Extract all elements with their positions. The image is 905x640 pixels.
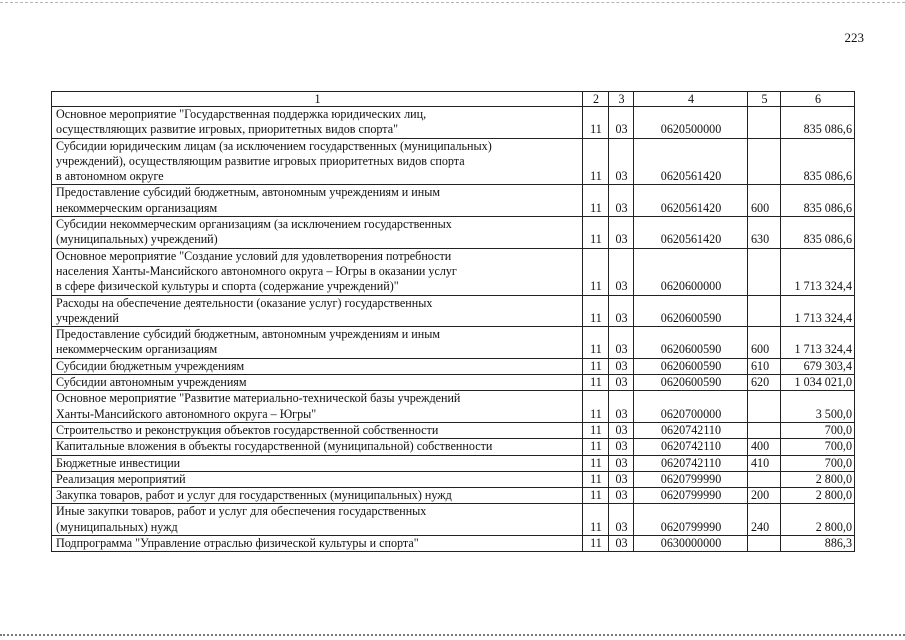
- table-row: [52, 107, 855, 139]
- scan-top-edge: [0, 2, 905, 3]
- row-section-cell: 11: [583, 107, 609, 139]
- row-section-cell: 11: [583, 471, 609, 487]
- table-row: [52, 391, 855, 423]
- row-expense-type-cell: [748, 248, 781, 295]
- row-amount-cell: 2 800,0: [781, 471, 855, 487]
- column-header-6: 6: [781, 92, 855, 107]
- row-expense-type-cell: [748, 536, 781, 552]
- row-name-cell: Капитальные вложения в объекты государственной (муниципальной) собственности: [52, 439, 583, 455]
- row-amount-cell: 1 713 324,4: [781, 295, 855, 327]
- budget-table-body: [52, 92, 855, 552]
- row-section-cell: 11: [583, 375, 609, 391]
- row-subsection-cell: 03: [609, 107, 634, 139]
- table-row: [52, 358, 855, 374]
- row-amount-cell: 700,0: [781, 439, 855, 455]
- table-row: [52, 295, 855, 327]
- table-row: [52, 422, 855, 438]
- row-target-article-cell: 0620799990: [634, 471, 748, 487]
- row-amount-cell: 835 086,6: [781, 185, 855, 217]
- row-expense-type-cell: 620: [748, 375, 781, 391]
- row-amount-cell: 3 500,0: [781, 391, 855, 423]
- row-subsection-cell: 03: [609, 358, 634, 374]
- row-amount-cell: 700,0: [781, 455, 855, 471]
- row-amount-cell: 1 034 021,0: [781, 375, 855, 391]
- row-section-cell: 11: [583, 295, 609, 327]
- row-section-cell: 11: [583, 248, 609, 295]
- row-subsection-cell: 03: [609, 488, 634, 504]
- row-subsection-cell: 03: [609, 217, 634, 249]
- row-amount-cell: 1 713 324,4: [781, 327, 855, 359]
- row-name-cell: Основное мероприятие "Государственная поддержка юридических лиц, осуществляющих развитие игровых, приоритетных видов спорта": [52, 107, 583, 139]
- row-amount-cell: 835 086,6: [781, 107, 855, 139]
- row-amount-cell: 835 086,6: [781, 217, 855, 249]
- row-name-cell: Субсидии некоммерческим организациям (за исключением государственных (муниципальных) учреждений): [52, 217, 583, 249]
- row-subsection-cell: 03: [609, 375, 634, 391]
- row-name-cell: Строительство и реконструкция объектов государственной собственности: [52, 422, 583, 438]
- row-target-article-cell: 0620600000: [634, 248, 748, 295]
- row-name-cell: Субсидии автономным учреждениям: [52, 375, 583, 391]
- row-name-cell: Закупка товаров, работ и услуг для государственных (муниципальных) нужд: [52, 488, 583, 504]
- table-row: [52, 217, 855, 249]
- row-expense-type-cell: 240: [748, 504, 781, 536]
- row-section-cell: 11: [583, 358, 609, 374]
- row-name-cell: Подпрограмма "Управление отраслью физической культуры и спорта": [52, 536, 583, 552]
- row-name-cell: Реализация мероприятий: [52, 471, 583, 487]
- row-section-cell: 11: [583, 138, 609, 185]
- column-header-5: 5: [748, 92, 781, 107]
- row-section-cell: 11: [583, 439, 609, 455]
- row-amount-cell: 1 713 324,4: [781, 248, 855, 295]
- row-amount-cell: 835 086,6: [781, 138, 855, 185]
- row-amount-cell: 700,0: [781, 422, 855, 438]
- row-name-cell: Субсидии юридическим лицам (за исключением государственных (муниципальных) учреждений), осуществляющим развитие игровых приоритетных видов спорта в автономном округе: [52, 138, 583, 185]
- row-expense-type-cell: 200: [748, 488, 781, 504]
- table-row: [52, 455, 855, 471]
- row-section-cell: 11: [583, 422, 609, 438]
- row-expense-type-cell: 400: [748, 439, 781, 455]
- row-name-cell: Иные закупки товаров, работ и услуг для обеспечения государственных (муниципальных) нужд: [52, 504, 583, 536]
- page-number: 223: [844, 30, 864, 45]
- row-expense-type-cell: [748, 471, 781, 487]
- row-target-article-cell: 0620742110: [634, 422, 748, 438]
- row-target-article-cell: 0620600590: [634, 358, 748, 374]
- row-name-cell: Субсидии бюджетным учреждениям: [52, 358, 583, 374]
- row-target-article-cell: 0620799990: [634, 504, 748, 536]
- row-expense-type-cell: 600: [748, 185, 781, 217]
- row-section-cell: 11: [583, 185, 609, 217]
- row-name-cell: Расходы на обеспечение деятельности (оказание услуг) государственных учреждений: [52, 295, 583, 327]
- row-target-article-cell: 0620742110: [634, 455, 748, 471]
- row-name-cell: Основное мероприятие "Создание условий для удовлетворения потребности населения Ханты-Мансийского автономного округа – Югры в оказании услуг в сфере физической культуры и спорта (содержание учреждений)": [52, 248, 583, 295]
- row-target-article-cell: 0620561420: [634, 185, 748, 217]
- row-target-article-cell: 0620742110: [634, 439, 748, 455]
- row-amount-cell: 2 800,0: [781, 488, 855, 504]
- column-header-4: 4: [634, 92, 748, 107]
- table-row: [52, 185, 855, 217]
- row-target-article-cell: 0620561420: [634, 138, 748, 185]
- row-expense-type-cell: [748, 295, 781, 327]
- table-row: [52, 248, 855, 295]
- row-section-cell: 11: [583, 391, 609, 423]
- row-subsection-cell: 03: [609, 536, 634, 552]
- row-expense-type-cell: [748, 391, 781, 423]
- budget-table: [51, 91, 855, 552]
- table-row: [52, 327, 855, 359]
- row-name-cell: Предоставление субсидий бюджетным, автономным учреждениям и иным некоммерческим организациям: [52, 327, 583, 359]
- row-target-article-cell: 0620500000: [634, 107, 748, 139]
- row-subsection-cell: 03: [609, 185, 634, 217]
- row-section-cell: 11: [583, 327, 609, 359]
- row-section-cell: 11: [583, 488, 609, 504]
- row-name-cell: Основное мероприятие "Развитие материально-технической базы учреждений Ханты-Мансийского автономного округа – Югры": [52, 391, 583, 423]
- table-row: [52, 504, 855, 536]
- table-row: [52, 138, 855, 185]
- row-subsection-cell: 03: [609, 439, 634, 455]
- column-header-2: 2: [583, 92, 609, 107]
- row-subsection-cell: 03: [609, 391, 634, 423]
- table-row: [52, 488, 855, 504]
- table-row: [52, 439, 855, 455]
- scan-bottom-edge: [0, 634, 905, 636]
- row-target-article-cell: 0630000000: [634, 536, 748, 552]
- table-row: [52, 536, 855, 552]
- column-header-1: 1: [52, 92, 583, 107]
- row-target-article-cell: 0620799990: [634, 488, 748, 504]
- row-section-cell: 11: [583, 217, 609, 249]
- table-row: [52, 375, 855, 391]
- row-expense-type-cell: 600: [748, 327, 781, 359]
- table-header-row: [52, 92, 855, 107]
- row-subsection-cell: 03: [609, 295, 634, 327]
- row-expense-type-cell: 410: [748, 455, 781, 471]
- column-header-3: 3: [609, 92, 634, 107]
- row-section-cell: 11: [583, 536, 609, 552]
- row-subsection-cell: 03: [609, 422, 634, 438]
- row-name-cell: Бюджетные инвестиции: [52, 455, 583, 471]
- row-name-cell: Предоставление субсидий бюджетным, автономным учреждениям и иным некоммерческим организациям: [52, 185, 583, 217]
- row-expense-type-cell: [748, 422, 781, 438]
- row-target-article-cell: 0620600590: [634, 327, 748, 359]
- row-amount-cell: 679 303,4: [781, 358, 855, 374]
- row-expense-type-cell: 630: [748, 217, 781, 249]
- row-expense-type-cell: [748, 138, 781, 185]
- row-subsection-cell: 03: [609, 138, 634, 185]
- row-subsection-cell: 03: [609, 471, 634, 487]
- row-amount-cell: 2 800,0: [781, 504, 855, 536]
- row-amount-cell: 886,3: [781, 536, 855, 552]
- row-subsection-cell: 03: [609, 455, 634, 471]
- row-target-article-cell: 0620700000: [634, 391, 748, 423]
- row-target-article-cell: 0620600590: [634, 375, 748, 391]
- row-subsection-cell: 03: [609, 504, 634, 536]
- row-expense-type-cell: [748, 107, 781, 139]
- row-expense-type-cell: 610: [748, 358, 781, 374]
- row-target-article-cell: 0620600590: [634, 295, 748, 327]
- table-row: [52, 471, 855, 487]
- row-section-cell: 11: [583, 455, 609, 471]
- row-subsection-cell: 03: [609, 248, 634, 295]
- row-subsection-cell: 03: [609, 327, 634, 359]
- row-target-article-cell: 0620561420: [634, 217, 748, 249]
- row-section-cell: 11: [583, 504, 609, 536]
